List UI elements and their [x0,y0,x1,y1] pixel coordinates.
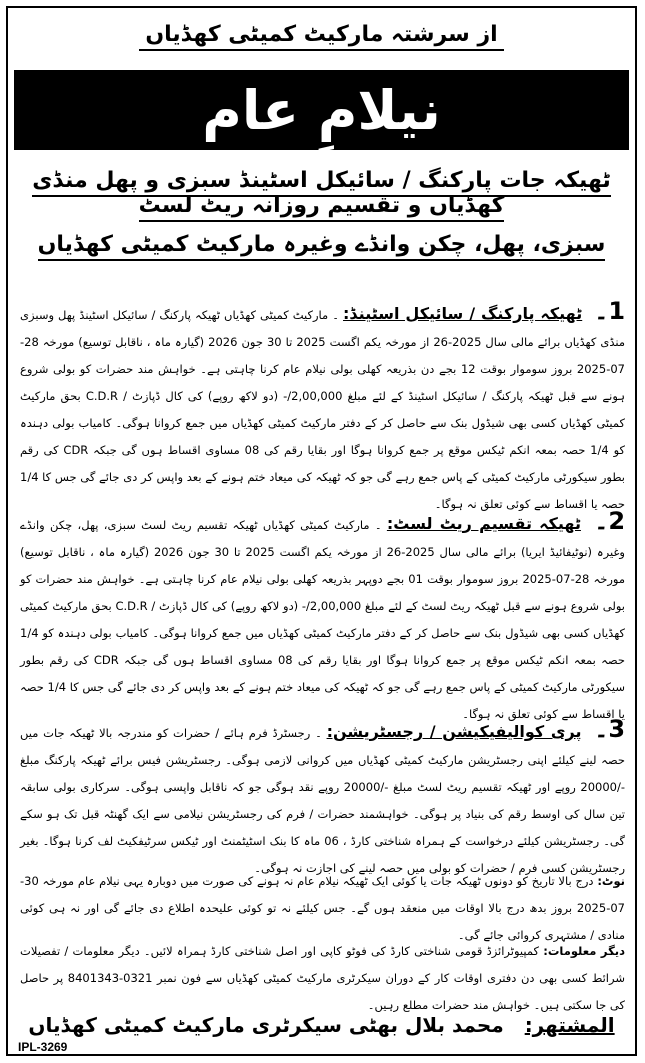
section-body: ۔ مارکیٹ کمیٹی کھڈیاں ٹھیکہ تقسیم ریٹ لسٹ سبزی، پھل، چکن وانڈے وغیرہ (نوٹیفائیڈ ایریا) برائے مالی سال 2025-26 از مورخہ یکم اگست 2025 تا 30 جون 2026 (گیارہ ماہ ، ناقابل توسیع) مورخہ 28-07-2025 بروز سوموار بوقت 01 بجے دوپہر بذریعہ کھلی بولی نیلام عام کرنا چاہتی ہے۔ خواہش مند حضرات کو بولی شروع ہونے سے قبل ٹھیکہ ریٹ لسٹ کے لئے مبلغ 2,00,000/- (دو لاکھ روپے) کی کال ڈپازٹ / C.D.R بحق مارکیٹ کمیٹی کھڈیاں کسی بھی شیڈول بنک سے حاصل کر کے دفتر مارکیٹ کمیٹی کھڈیاں میں جمع کروانا ہوگی۔ کامیاب بولی دہندہ کو 1/4 حصہ بمعہ انکم ٹیکس موقع پر جمع کروانا ہوگا اور بقایا رقم کی 08 مساوی اقساط ہوں گی جبکہ CDR کی رقم بطور سیکورٹی مارکیٹ کمیٹی کے پاس جمع رہے گی جو کہ ٹھیکہ کی میعاد ختم ہونے کے بعد واپس کر دی جائے گی جس کا 1/4 حصہ یا اقساط سے کوئی تعلق نہ ہوگا۔ [20,518,625,721]
advertiser-name: محمد بلال بھٹی سیکرٹری مارکیٹ کمیٹی کھڈیاں [28,1013,504,1037]
notice-frame [6,6,637,1056]
section-body: ۔ رجسٹرڈ فرم ہائے / حضرات کو مندرجہ بالا ٹھیکہ جات میں حصہ لینے کیلئے اپنی رجسٹریشن مارکیٹ کمیٹی کھڈیاں میں کروانی لازمی ہوگی۔ رجسٹریشن فیس برائے ٹھیکہ پارکنگ مبلغ -/20000 روپے اور ٹھیکہ تقسیم ریٹ لسٹ مبلغ -/20000 روپے نقد ہوگی جو کہ ناقابل واپسی ہوگی۔ سرکاری بولی سابقہ تین سال کی اوسط رقم کی بنیاد پر ہوگی۔ خواہشمند حضرات / فرم کی رجسٹریشن نیلامی سے ایک گھنٹہ قبل تک ہو سکے گی۔ رجسٹریشن کیلئے درخواست کے ہمراہ شناختی کارڈ ، 06 ماہ کا بنک اسٹیٹمنٹ اور ٹیکس سرٹیفکیٹ لف کرنا ہوگا۔ بغیر رجسٹریشن کسی فرم / حضرات کو بولی میں حصہ لینے کی اجازت نہ ہوگی۔ [20,726,625,875]
subtitle-line-1 [8,168,635,218]
section-number: 1۔ [594,297,626,325]
advertiser-signature [8,1013,635,1037]
subtitle-line-1-text: ٹھیکہ جات پارکنگ / سائیکل اسٹینڈ سبزی و پھل منڈی کھڈیاں و تقسیم روزانہ ریٹ لسٹ [32,168,611,222]
note-paragraph [20,868,625,949]
issuer-line [8,22,635,47]
section-rate-list [20,508,625,728]
issuer-text: از سرشتہ مارکیٹ کمیٹی کھڈیاں [139,22,503,51]
section-body: ۔ مارکیٹ کمیٹی کھڈیاں ٹھیکہ پارکنگ / سائیکل اسٹینڈ پھل وسبزی منڈی کھڈیاں برائے مالی سال 2025-26 از مورخہ یکم اگست 2025 تا 30 جون 2026 (گیارہ ماہ ، ناقابل توسیع) مورخہ 28-07-2025 بروز سوموار بوقت 12 بجے دن بذریعہ کھلی بولی نیلام عام کرنا چاہتی ہے۔ خواہش مند حضرات کو بولی شروع ہونے سے قبل ٹھیکہ پارکنگ / سائیکل اسٹینڈ کے لئے مبلغ 2,00,000/- (دو لاکھ روپے) کی کال ڈپازٹ / C.D.R بحق مارکیٹ کمیٹی کھڈیاں کسی بھی شیڈول بنک سے حاصل کر کے دفتر مارکیٹ کمیٹی کھڈیاں میں جمع کروانا ہوگی۔ کامیاب بولی دہندہ کو 1/4 حصہ بمعہ انکم ٹیکس موقع پر جمع کروانا ہوگا اور بقایا رقم کی 08 مساوی اقساط ہوں گی جبکہ CDR کی رقم بطور سیکورٹی مارکیٹ کمیٹی کے پاس جمع رہے گی جو کہ ٹھیکہ کی میعاد ختم ہونے کے بعد واپس کر دی جائے گی جس کا 1/4 حصہ یا اقساط سے کوئی تعلق نہ ہوگا۔ [20,308,625,511]
subtitle-line-2 [8,232,635,257]
section-title: ٹھیکہ پارکنگ / سائیکل اسٹینڈ: [343,304,583,323]
info-paragraph [20,938,625,1019]
section-registration [20,716,625,882]
info-text: کمپیوٹرائزڈ قومی شناختی کارڈ کی فوٹو کاپی اور اصل شناختی کارڈ ہمراہ لائیں۔ دیگر معلومات / تفصیلات شرائط کسی بھی دن دفتری اوقات کار کے دوران سیکرٹری مارکیٹ کمیٹی کھڈیاں سے فون نمبر 0321-8401343 پر حاصل کی جا سکتی ہیں۔ خواہش مند حضرات مطلع رہیں۔ [20,944,625,1012]
advertiser-label: المشتھر: [524,1013,615,1037]
info-label: دیگر معلومات: [543,944,625,958]
section-number: 2۔ [594,507,626,535]
section-title: ٹھیکہ تقسیم ریٹ لسٹ: [386,514,581,533]
section-title: پری کوالیفیکیشن / رجسٹریشن: [326,722,582,741]
reference-code: IPL-3269 [18,1040,68,1054]
note-text: درج بالا تاریخ کو دونوں ٹھیکہ جات یا کوئی ایک ٹھیکہ نیلام عام نہ ہونے کی صورت میں دوبارہ یہی نیلام عام مورخہ 30-07-2025 بروز بدھ درج بالا اوقات میں منعقد ہوں گے۔ جس کیلئے نہ تو کوئی علیحدہ اطلاع دی جائے گی اور نہ ہی کوئی منادی / مشتہری کروائی جائے گی۔ [20,874,625,942]
section-number: 3۔ [594,715,626,743]
auction-banner: نیلامِ عام [14,70,629,150]
note-label: نوٹ: [597,874,625,888]
subtitle-line-2-text: سبزی، پھل، چکن وانڈے وغیرہ مارکیٹ کمیٹی کھڈیاں [38,232,606,261]
section-parking [20,298,625,518]
